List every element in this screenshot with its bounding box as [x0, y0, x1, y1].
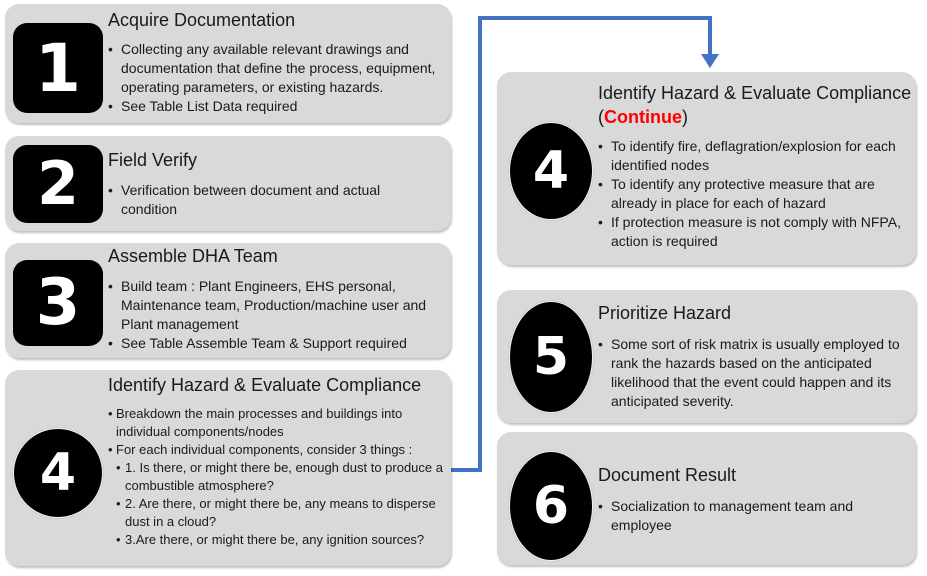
step-5-bullet: • Some sort of risk matrix is usually employed to rank the hazards based on the anticipated likelihood that the event could happen and its anticipated severity.: [598, 335, 910, 411]
step-4-sub-bullet: • 2. Are there, or might there be, any means to disperse dust in a cloud?: [108, 495, 446, 531]
step-4-bullets: [108, 405, 446, 549]
step-3-number-badge: 3: [13, 260, 103, 346]
continue-label: Continue: [604, 107, 682, 127]
step-1-bullets: [108, 40, 448, 116]
step-1-title: Acquire Documentation: [108, 10, 296, 30]
step-5-number-badge: 5: [509, 301, 593, 413]
step-4-continue-title: [598, 81, 911, 129]
step-6-bullets: [598, 497, 878, 535]
step-2-bullets: [108, 181, 408, 219]
step-6-bullet: • Socialization to management team and employee: [598, 497, 878, 535]
step-5-bullets: [598, 335, 910, 411]
step-4-number-badge: 4: [13, 428, 103, 518]
step-4-title: Identify Hazard & Evaluate Compliance: [108, 375, 422, 395]
step-4-continue-title-text: Identify Hazard & Evaluate Compliance: [598, 83, 912, 103]
step-4-continue-open: (: [598, 107, 604, 127]
step-3-bullets: [108, 277, 443, 353]
step-2-number-badge: 2: [13, 145, 103, 223]
step-2-title: Field Verify: [108, 150, 198, 170]
step-2-bullet: • Verification between document and actual condition: [108, 181, 408, 219]
step-3-bullet: • Build team : Plant Engineers, EHS personal, Maintenance team, Production/machine user and Plant management: [108, 277, 443, 334]
step-4-continue-bullet: • To identify fire, deflagration/explosion for each identified nodes: [598, 137, 910, 175]
step-4-sub-bullet: • 3.Are there, or might there be, any ignition sources?: [108, 531, 446, 549]
step-4-sub-bullet: • 1. Is there, or might there be, enough dust to produce a combustible atmosphere?: [108, 459, 446, 495]
step-4-continue-number-badge: 4: [509, 122, 593, 220]
step-1-number-badge: 1: [13, 23, 103, 113]
step-4-bullet: • For each individual components, consider 3 things :: [108, 441, 446, 459]
step-5-title: Prioritize Hazard: [598, 303, 732, 323]
step-3-title: Assemble DHA Team: [108, 246, 278, 266]
step-3-bullet: • See Table Assemble Team & Support required: [108, 334, 443, 353]
step-6-title: Document Result: [598, 465, 737, 485]
step-4-continue-bullet: • To identify any protective measure that are already in place for each of hazard: [598, 175, 910, 213]
step-4-continue-bullet: • If protection measure is not comply with NFPA, action is required: [598, 213, 910, 251]
step-4-bullet: • Breakdown the main processes and buildings into individual components/nodes: [108, 405, 446, 441]
step-6-number-badge: 6: [509, 451, 593, 561]
step-1-bullet: • Collecting any available relevant drawings and documentation that define the process, equipment, operating parameters, or existing hazards.: [108, 40, 448, 97]
step-4-continue-close: ): [682, 107, 688, 127]
step-1-bullet: • See Table List Data required: [108, 97, 448, 116]
step-4-continue-bullets: [598, 137, 910, 251]
